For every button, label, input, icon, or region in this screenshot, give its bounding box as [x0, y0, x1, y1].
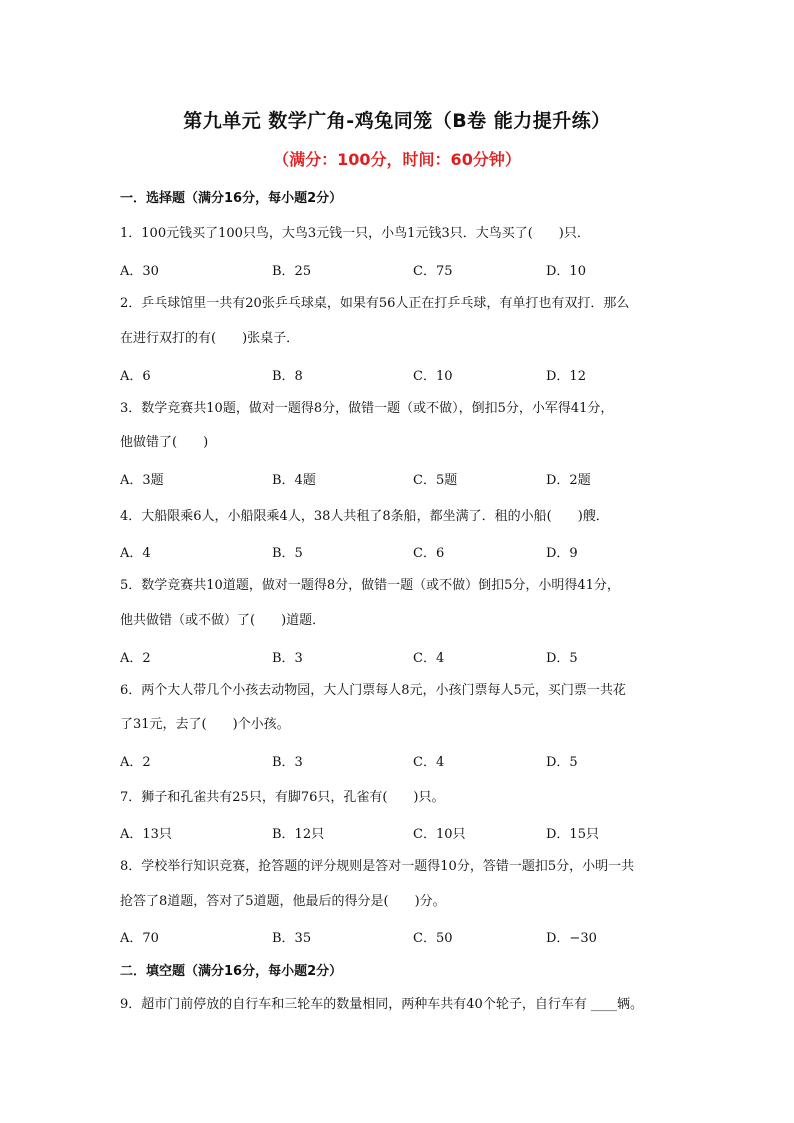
option-c: C．4	[413, 755, 445, 770]
option-c: C．4	[413, 651, 445, 666]
option-d: D．5	[546, 755, 578, 770]
option-b: B．35	[272, 931, 312, 946]
page-title: 第九单元 数学广角-鸡兔同笼（B卷 能力提升练）	[183, 110, 611, 132]
question-8-text-cont: 抢答了8道题，答对了5道题，他最后的得分是( )分。	[120, 894, 446, 909]
option-d: D．2题	[546, 473, 591, 488]
option-a: A．4	[120, 546, 151, 561]
option-a: A．3题	[120, 473, 164, 488]
question-6-options	[120, 751, 680, 769]
option-c: C．10只	[413, 827, 466, 842]
question-1-text: 1．100元钱买了100只鸟，大鸟3元钱一只，小鸟1元钱3只．大鸟买了( )只．	[120, 226, 590, 241]
option-b: B．4题	[272, 473, 316, 488]
option-a: A．2	[120, 755, 151, 770]
option-b: B．5	[272, 546, 303, 561]
option-b: B．12只	[272, 827, 325, 842]
option-d: D．10	[546, 264, 586, 279]
question-3-text: 3．数学竞赛共10题，做对一题得8分，做错一题（或不做），倒扣5分，小军得41分，	[120, 401, 614, 416]
question-6-text-cont: 了31元，去了( )个小孩。	[120, 717, 290, 732]
option-b: B．25	[272, 264, 312, 279]
question-2-options	[120, 365, 680, 383]
option-c: C．10	[413, 369, 453, 384]
question-3-text-cont: 他做错了( )	[120, 435, 209, 450]
option-d: D．15只	[546, 827, 599, 842]
question-8-text: 8．学校举行知识竞赛，抢答题的评分规则是答对一题得10分，答错一题扣5分，小明一共	[120, 859, 635, 874]
option-a: A．70	[120, 931, 159, 946]
option-d: D．9	[546, 546, 578, 561]
option-a: A．2	[120, 651, 151, 666]
option-a: A．30	[120, 264, 159, 279]
question-2-text-cont: 在进行双打的有( )张桌子．	[120, 331, 300, 346]
option-c: C．5题	[413, 473, 458, 488]
question-4-options	[120, 542, 680, 560]
option-b: B．8	[272, 369, 303, 384]
question-9-text: 9．超市门前停放的自行车和三轮车的数量相同，两种车共有40个轮子，自行车有 ____辆。	[120, 997, 643, 1012]
question-1-options	[120, 260, 680, 278]
question-5-options	[120, 647, 680, 665]
question-2-text: 2．乒乓球馆里一共有20张乒乓球桌，如果有56人正在打乒乓球，有单打也有双打．那么	[120, 296, 630, 311]
section-heading-fill-blank: 二．填空题（满分16分，每小题2分）	[120, 964, 343, 979]
option-b: B．3	[272, 755, 303, 770]
option-c: C．6	[413, 546, 445, 561]
option-d: D．−30	[546, 931, 597, 946]
section-heading-choice: 一．选择题（满分16分，每小题2分）	[120, 191, 343, 206]
option-a: A．6	[120, 369, 151, 384]
option-c: C．50	[413, 931, 453, 946]
question-5-text-cont: 他共做错（或不做）了( )道题．	[120, 613, 326, 628]
page-subtitle: （满分：100分，时间：60分钟）	[273, 150, 521, 169]
question-3-options	[120, 469, 680, 487]
question-8-options	[120, 927, 680, 945]
question-4-text: 4．大船限乘6人，小船限乘4人，38人共租了8条船，都坐满了．租的小船( )艘．	[120, 509, 609, 524]
question-5-text: 5．数学竞赛共10道题，做对一题得8分，做错一题（或不做）倒扣5分，小明得41分，	[120, 578, 620, 593]
question-6-text: 6．两个大人带几个小孩去动物园，大人门票每人8元，小孩门票每人5元，买门票一共花	[120, 683, 626, 698]
question-7-text: 7．狮子和孔雀共有25只，有脚76只，孔雀有( )只。	[120, 790, 445, 805]
option-d: D．12	[546, 369, 586, 384]
option-c: C．75	[413, 264, 453, 279]
option-b: B．3	[272, 651, 303, 666]
question-7-options	[120, 823, 680, 841]
option-a: A．13只	[120, 827, 172, 842]
option-d: D．5	[546, 651, 578, 666]
